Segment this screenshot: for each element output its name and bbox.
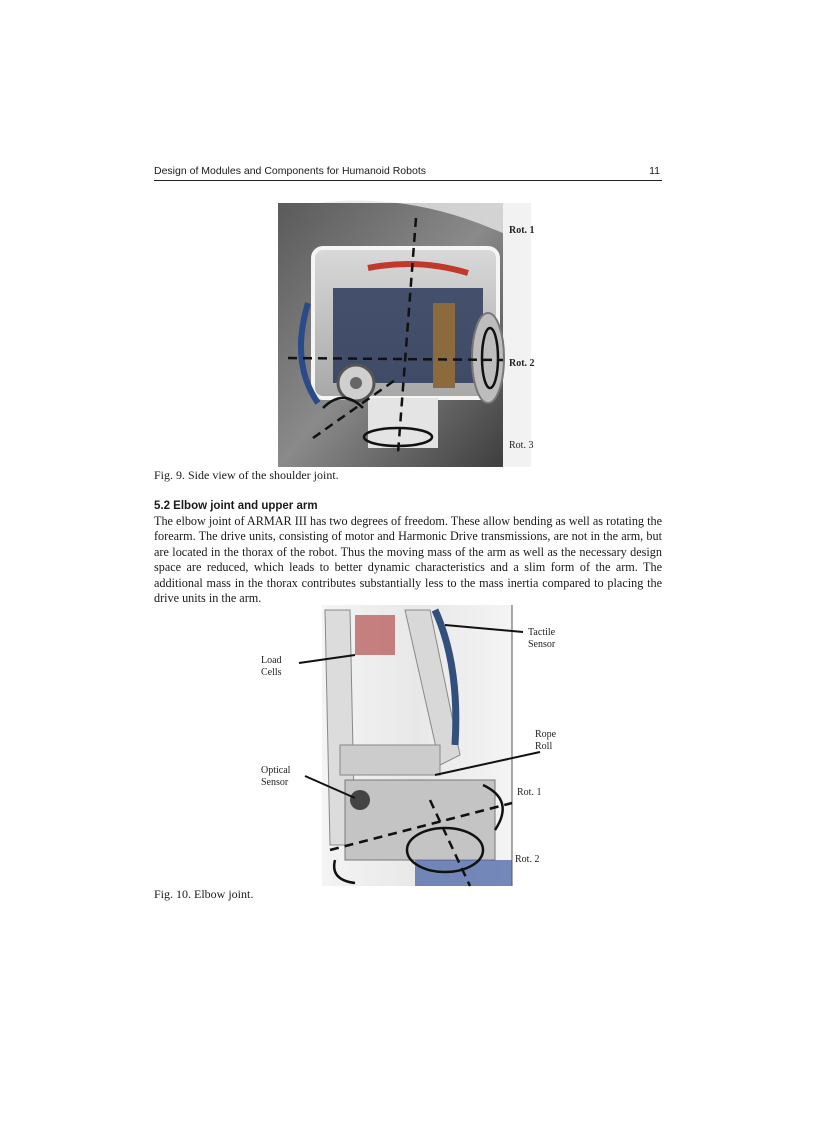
elbow-photo-illustration [255, 605, 561, 886]
paragraph-text: The elbow joint of ARMAR III has two degrees of freedom. These allow bending as well as rotating the forearm. The drive units, consisting of motor and Harmonic Drive transmissions, are not in the arm, but are located in the thorax of the robot. Thus the moving mass of the arm as well as the necessary design space are reduced, which leads to better dynamic characteristics and a slim form of the arm. The additional mass in the thorax contributes substantially less to the mass inertia compared to placing the drive units in the arm. [154, 514, 662, 606]
label-optical-sensor-1: Optical [261, 765, 291, 776]
red-board [355, 615, 395, 655]
figure-10-elbow-photo [255, 605, 561, 886]
body-paragraph [154, 514, 662, 606]
page-number: 11 [649, 165, 660, 177]
label-load-cells-2: Cells [261, 667, 282, 678]
label-rope-roll-1: Rope [535, 729, 557, 740]
optical-sensor [350, 790, 370, 810]
label-rot2: Rot. 2 [509, 358, 535, 369]
label-strip [503, 203, 534, 467]
label-rot1: Rot. 1 [517, 787, 542, 798]
shoulder-photo-illustration [278, 203, 535, 467]
figure-9-shoulder-photo [278, 203, 535, 467]
label-rope-roll-2: Roll [535, 741, 553, 752]
label-rot1: Rot. 1 [509, 225, 535, 236]
label-rot2: Rot. 2 [515, 854, 540, 865]
gear-hub [350, 377, 362, 389]
section-heading: 5.2 Elbow joint and upper arm [154, 500, 318, 512]
label-tactile-sensor-1: Tactile [528, 627, 556, 638]
gear-rack [433, 303, 455, 388]
running-head [154, 164, 662, 181]
label-optical-sensor-2: Sensor [261, 777, 289, 788]
figure-9-caption: Fig. 9. Side view of the shoulder joint. [154, 468, 339, 482]
figure-10-caption: Fig. 10. Elbow joint. [154, 887, 254, 901]
label-load-cells-1: Load [261, 655, 282, 666]
rope-roll-block [340, 745, 440, 775]
label-tactile-sensor-2: Sensor [528, 639, 556, 650]
running-head-title: Design of Modules and Components for Humanoid Robots [154, 165, 426, 177]
elbow-mechanism [345, 780, 495, 860]
label-rot3: Rot. 3 [509, 440, 534, 451]
